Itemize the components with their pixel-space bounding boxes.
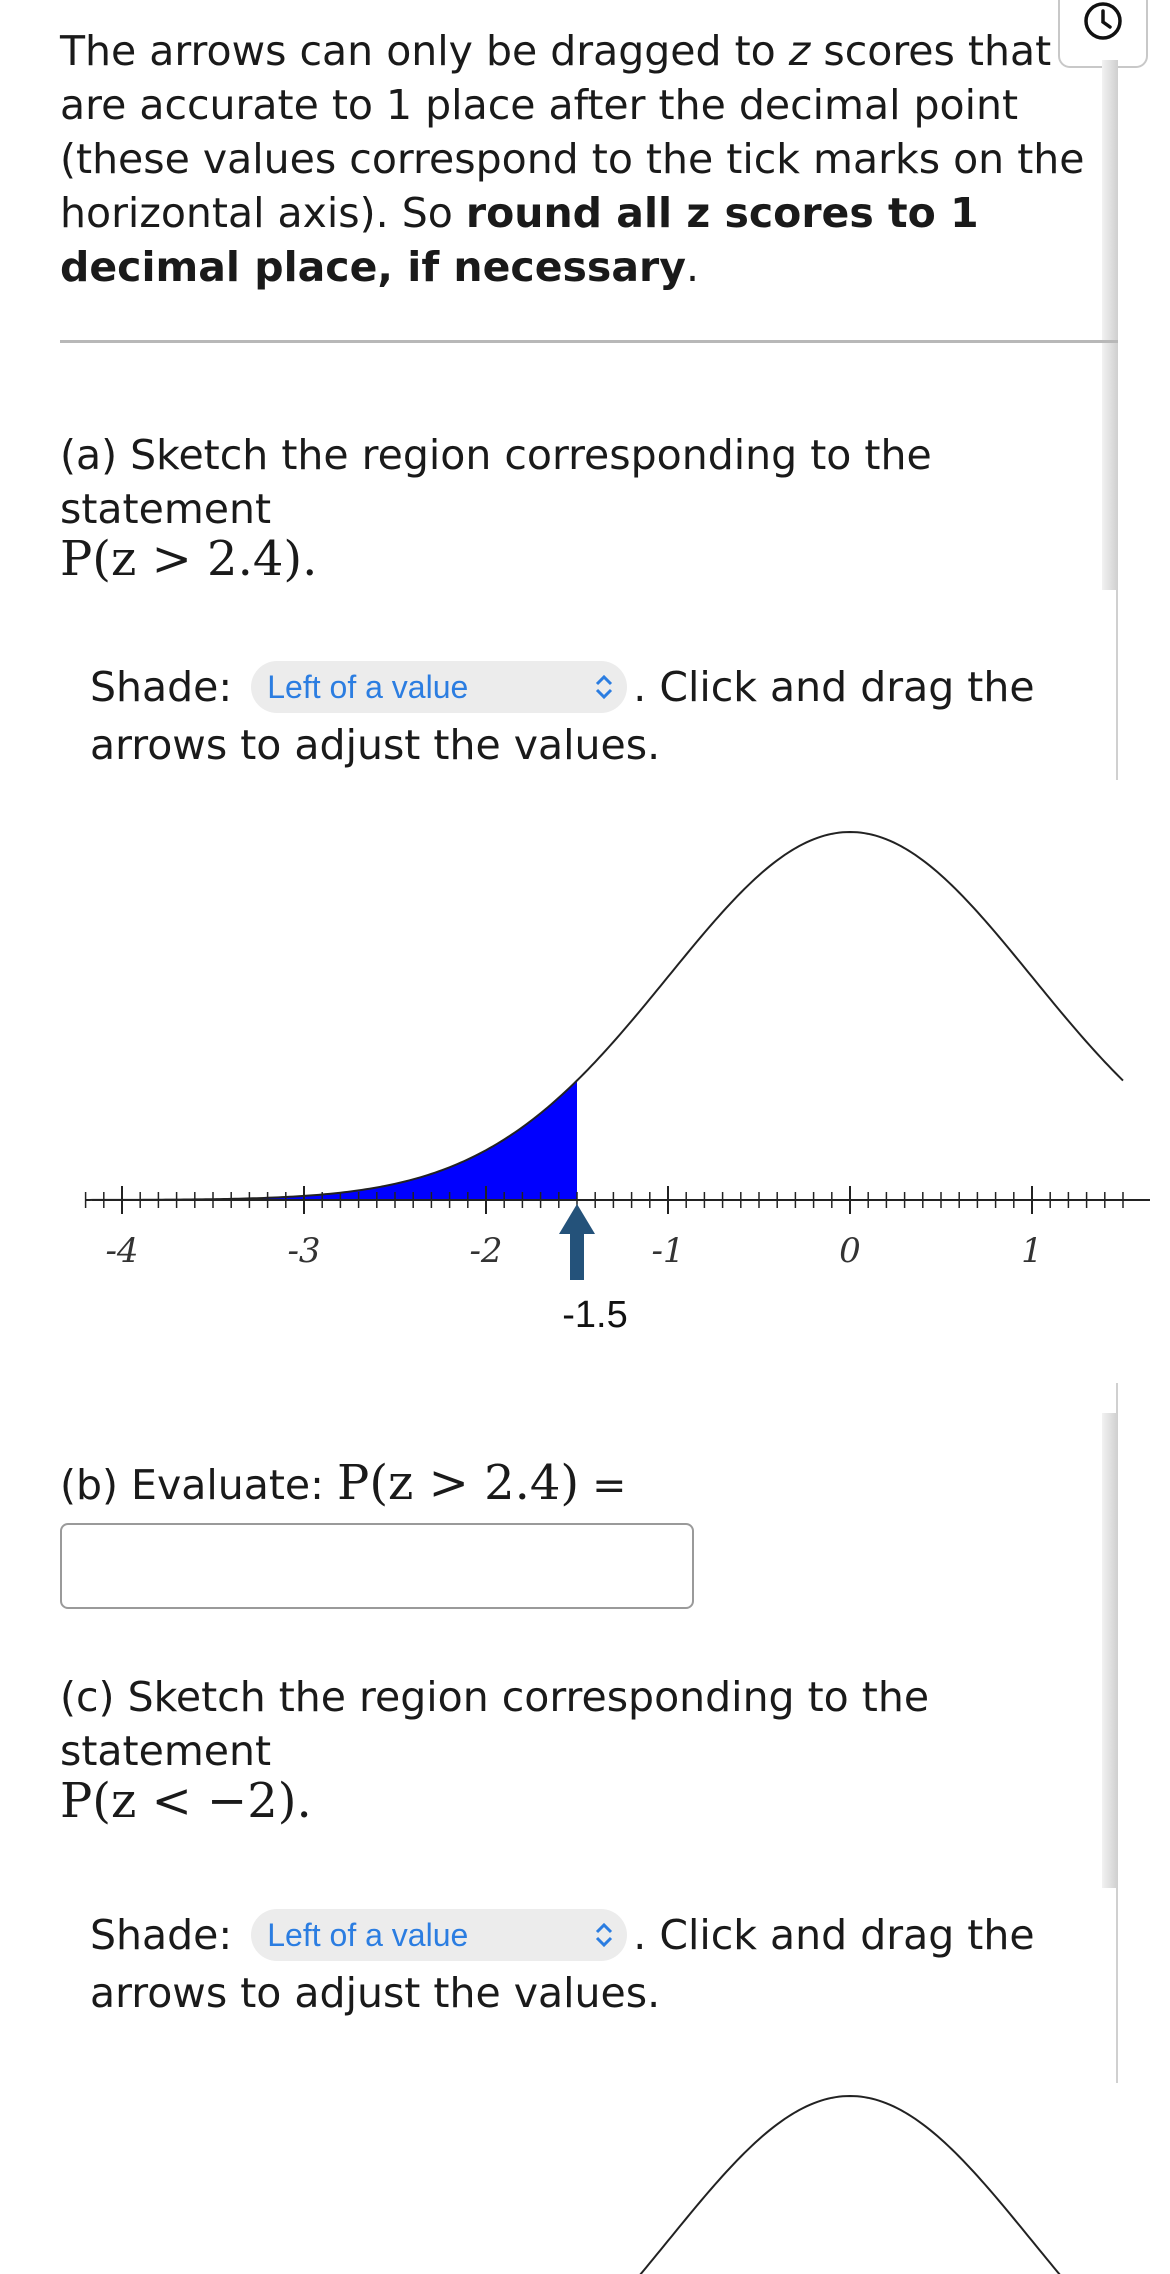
shade-label: Shade: <box>90 1911 233 1959</box>
question-a-math: P(z > 2.4). <box>60 531 318 587</box>
shade-row-c <box>90 1906 1110 2022</box>
question-a-label: (a) Sketch the region corresponding to the statement <box>60 431 932 533</box>
shade-instruction: . Click and drag the arrows to adjust the values. <box>90 1911 1035 2017</box>
question-b-label: (b) Evaluate: <box>60 1461 324 1509</box>
answer-input-b[interactable] <box>60 1523 694 1609</box>
question-c-label: (c) Sketch the region corresponding to the statement <box>60 1673 930 1775</box>
tick-label: -1 <box>651 1231 685 1271</box>
tick-label: -2 <box>469 1231 503 1271</box>
question-c <box>60 1670 1110 1828</box>
shade-row-a <box>90 658 1110 774</box>
question-a <box>60 428 1110 586</box>
normal-curve <box>86 832 1123 1200</box>
tick-label: -4 <box>105 1231 139 1271</box>
drag-arrow[interactable] <box>559 1204 595 1280</box>
normal-curve-chart-a[interactable] <box>0 790 1170 1350</box>
shade-select-a[interactable] <box>251 661 627 713</box>
equals-sign: = <box>592 1461 627 1509</box>
chevron-updown-icon <box>591 1921 617 1949</box>
normal-curve <box>86 2096 1123 2274</box>
shade-select-c[interactable] <box>251 1909 627 1961</box>
shade-label: Shade: <box>90 663 233 711</box>
chevron-updown-icon <box>591 673 617 701</box>
question-c-math: P(z < −2). <box>60 1773 312 1829</box>
tick-label: 0 <box>839 1231 861 1271</box>
select-value: Left of a value <box>267 1917 469 1953</box>
section-divider <box>60 340 1118 343</box>
shade-instruction: . Click and drag the arrows to adjust the values. <box>90 663 1035 769</box>
tick-label: -3 <box>287 1231 321 1271</box>
select-value: Left of a value <box>267 669 469 705</box>
question-b <box>60 1456 1110 1512</box>
divider-line <box>1116 1888 1118 2083</box>
divider-line <box>1116 590 1118 780</box>
tick-label: 1 <box>1021 1231 1043 1271</box>
divider-line <box>1116 1383 1118 1413</box>
normal-curve-chart-c[interactable] <box>0 2074 1170 2274</box>
arrow-up-icon[interactable] <box>559 1204 595 1280</box>
curve-group <box>86 2096 1123 2274</box>
instructions-paragraph: The arrows can only be dragged to z scores that are accurate to 1 place after the decimal point (these values correspond to the tick marks on the horizontal axis). So round all z scores to 1 decimal place, if necessary. <box>60 27 1085 291</box>
question-b-math: P(z > 2.4) <box>337 1455 580 1511</box>
arrow-value-label: -1.5 <box>562 1294 628 1336</box>
